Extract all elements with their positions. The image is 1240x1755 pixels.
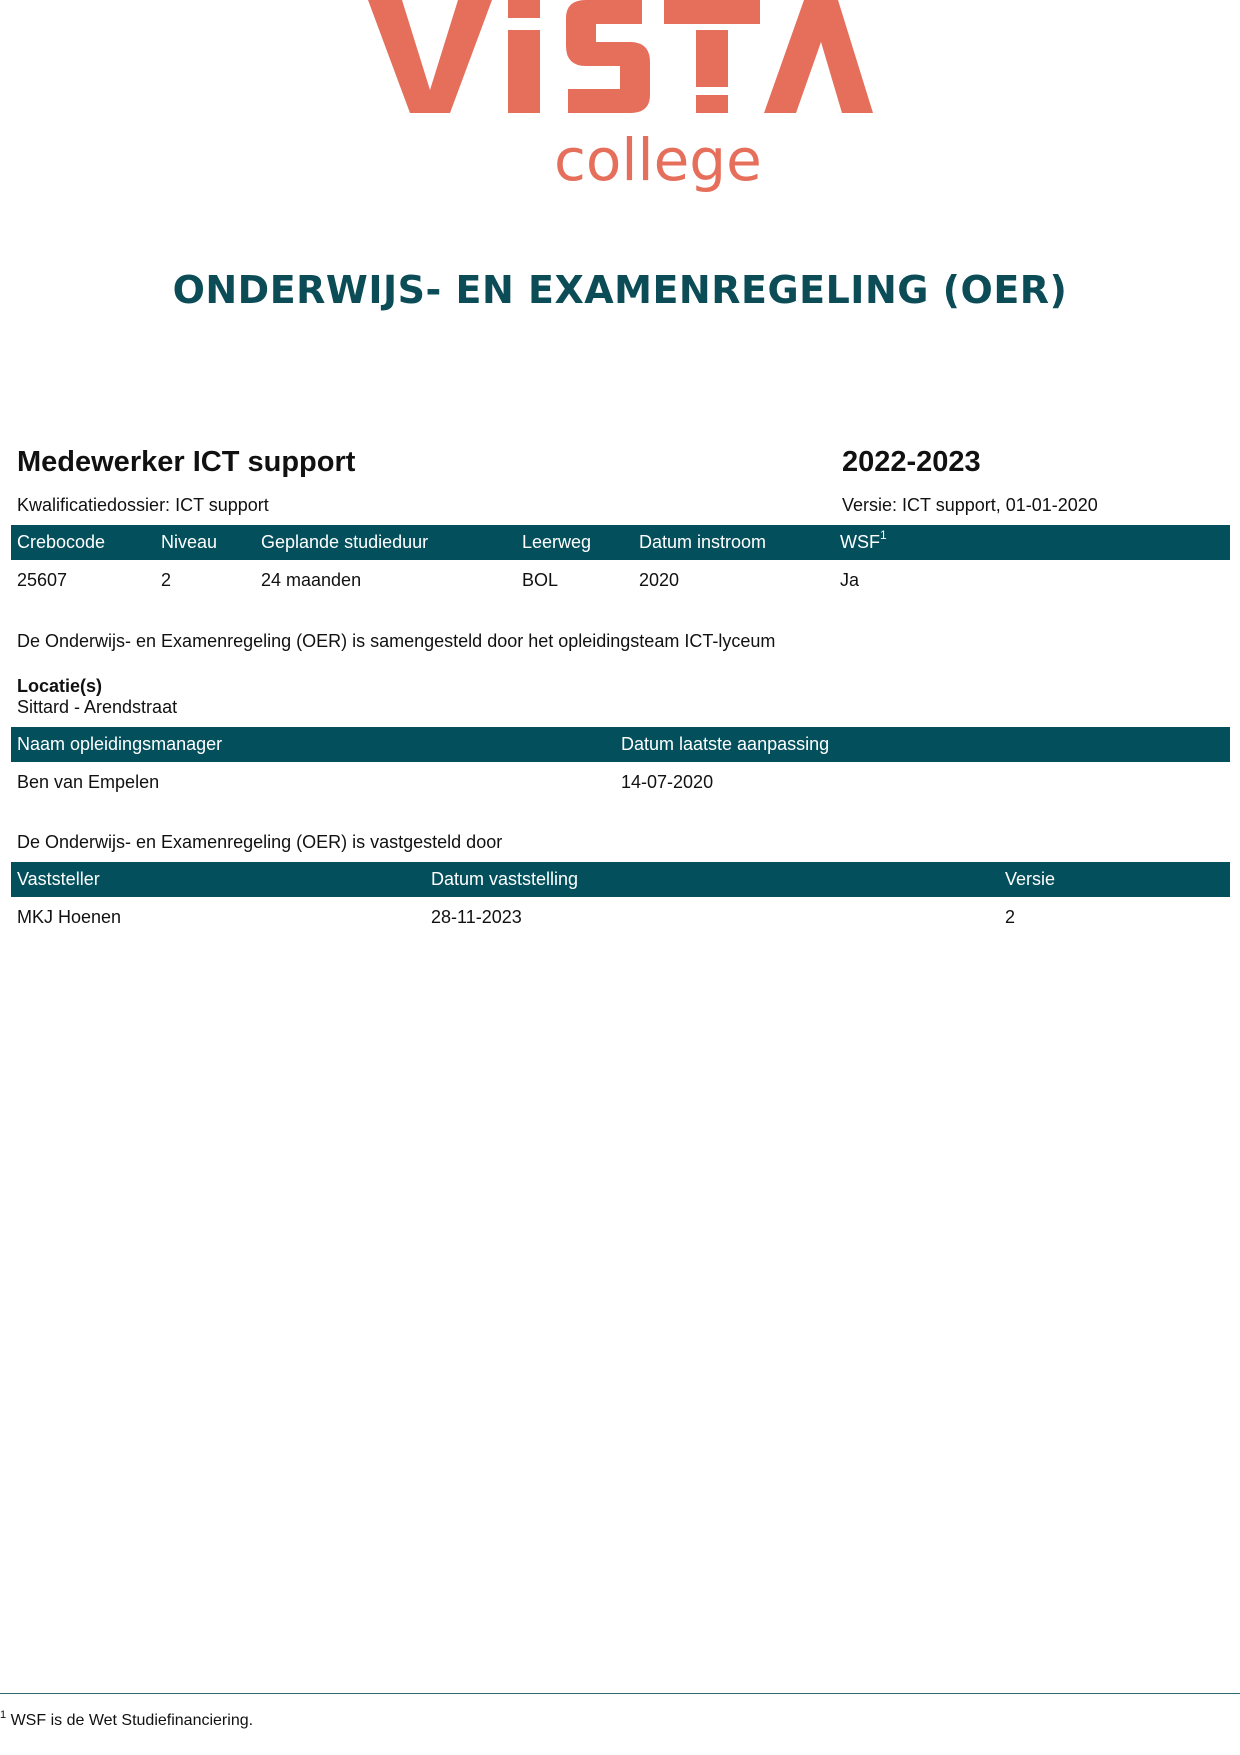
header-crebocode: Crebocode xyxy=(17,532,106,552)
cell-datum-instroom: 2020 xyxy=(639,570,680,590)
vista-college-logo xyxy=(368,0,873,205)
header-laatste-aanpassing: Datum laatste aanpassing xyxy=(621,734,830,754)
logo-subtitle: college xyxy=(554,126,762,194)
established-by-text: De Onderwijs- en Examenregeling (OER) is vastgesteld door xyxy=(17,832,503,852)
table-row xyxy=(11,560,1230,598)
footnote-number: 1 xyxy=(0,1709,7,1721)
logo-graphic xyxy=(368,0,873,205)
header-datum-instroom: Datum instroom xyxy=(639,532,767,552)
table-header xyxy=(11,862,1230,897)
header-leerweg: Leerweg xyxy=(522,532,592,552)
composed-by-text: De Onderwijs- en Examenregeling (OER) is samengesteld door het opleidingsteam ICT-lyceum xyxy=(17,631,776,651)
header-niveau: Niveau xyxy=(161,532,218,552)
cell-opleidingsmanager: Ben van Empelen xyxy=(17,772,160,792)
cell-niveau: 2 xyxy=(161,570,172,590)
vaststelling-table xyxy=(11,862,1230,935)
footnote-mark: 1 xyxy=(880,528,887,542)
header-wsf: WSF$^1$ xyxy=(840,528,887,552)
header-opleidingsmanager: Naam opleidingsmanager xyxy=(17,734,223,754)
locations-value: Sittard - Arendstraat xyxy=(17,697,178,717)
cell-vaststeller: MKJ Hoenen xyxy=(17,907,122,927)
header-vaststeller: Vaststeller xyxy=(17,869,100,889)
cell-versie: 2 xyxy=(1005,907,1016,927)
cell-leerweg: BOL xyxy=(522,570,559,590)
cell-wsf: Ja xyxy=(840,570,860,590)
footnote xyxy=(0,1709,254,1730)
course-name: Medewerker ICT support xyxy=(17,446,356,478)
header-studieduur: Geplande studieduur xyxy=(261,532,429,552)
dossier-version: Versie: ICT support, 01-01-2020 xyxy=(842,495,1098,515)
manager-table xyxy=(11,727,1230,800)
qualification-dossier: Kwalificatiedossier: ICT support xyxy=(17,495,269,515)
table-header xyxy=(11,727,1230,762)
table-row xyxy=(11,897,1230,935)
table-row xyxy=(11,762,1230,800)
cell-crebocode: 25607 xyxy=(17,570,68,590)
document-title: ONDERWIJS- EN EXAMENREGELING (OER) xyxy=(172,268,1068,312)
cell-datum-vaststelling: 28-11-2023 xyxy=(431,907,522,927)
footnote-text: WSF is de Wet Studiefinanciering. xyxy=(10,1712,254,1729)
cell-laatste-aanpassing: 14-07-2020 xyxy=(621,772,714,792)
footnote-divider xyxy=(0,1693,1240,1694)
header-datum-vaststelling: Datum vaststelling xyxy=(431,869,579,889)
locations-label: Locatie(s) xyxy=(17,676,103,696)
table-header xyxy=(11,525,1230,560)
course-table xyxy=(11,525,1230,598)
cell-studieduur: 24 maanden xyxy=(261,570,362,590)
header-versie: Versie xyxy=(1005,869,1056,889)
academic-year: 2022-2023 xyxy=(842,446,981,478)
